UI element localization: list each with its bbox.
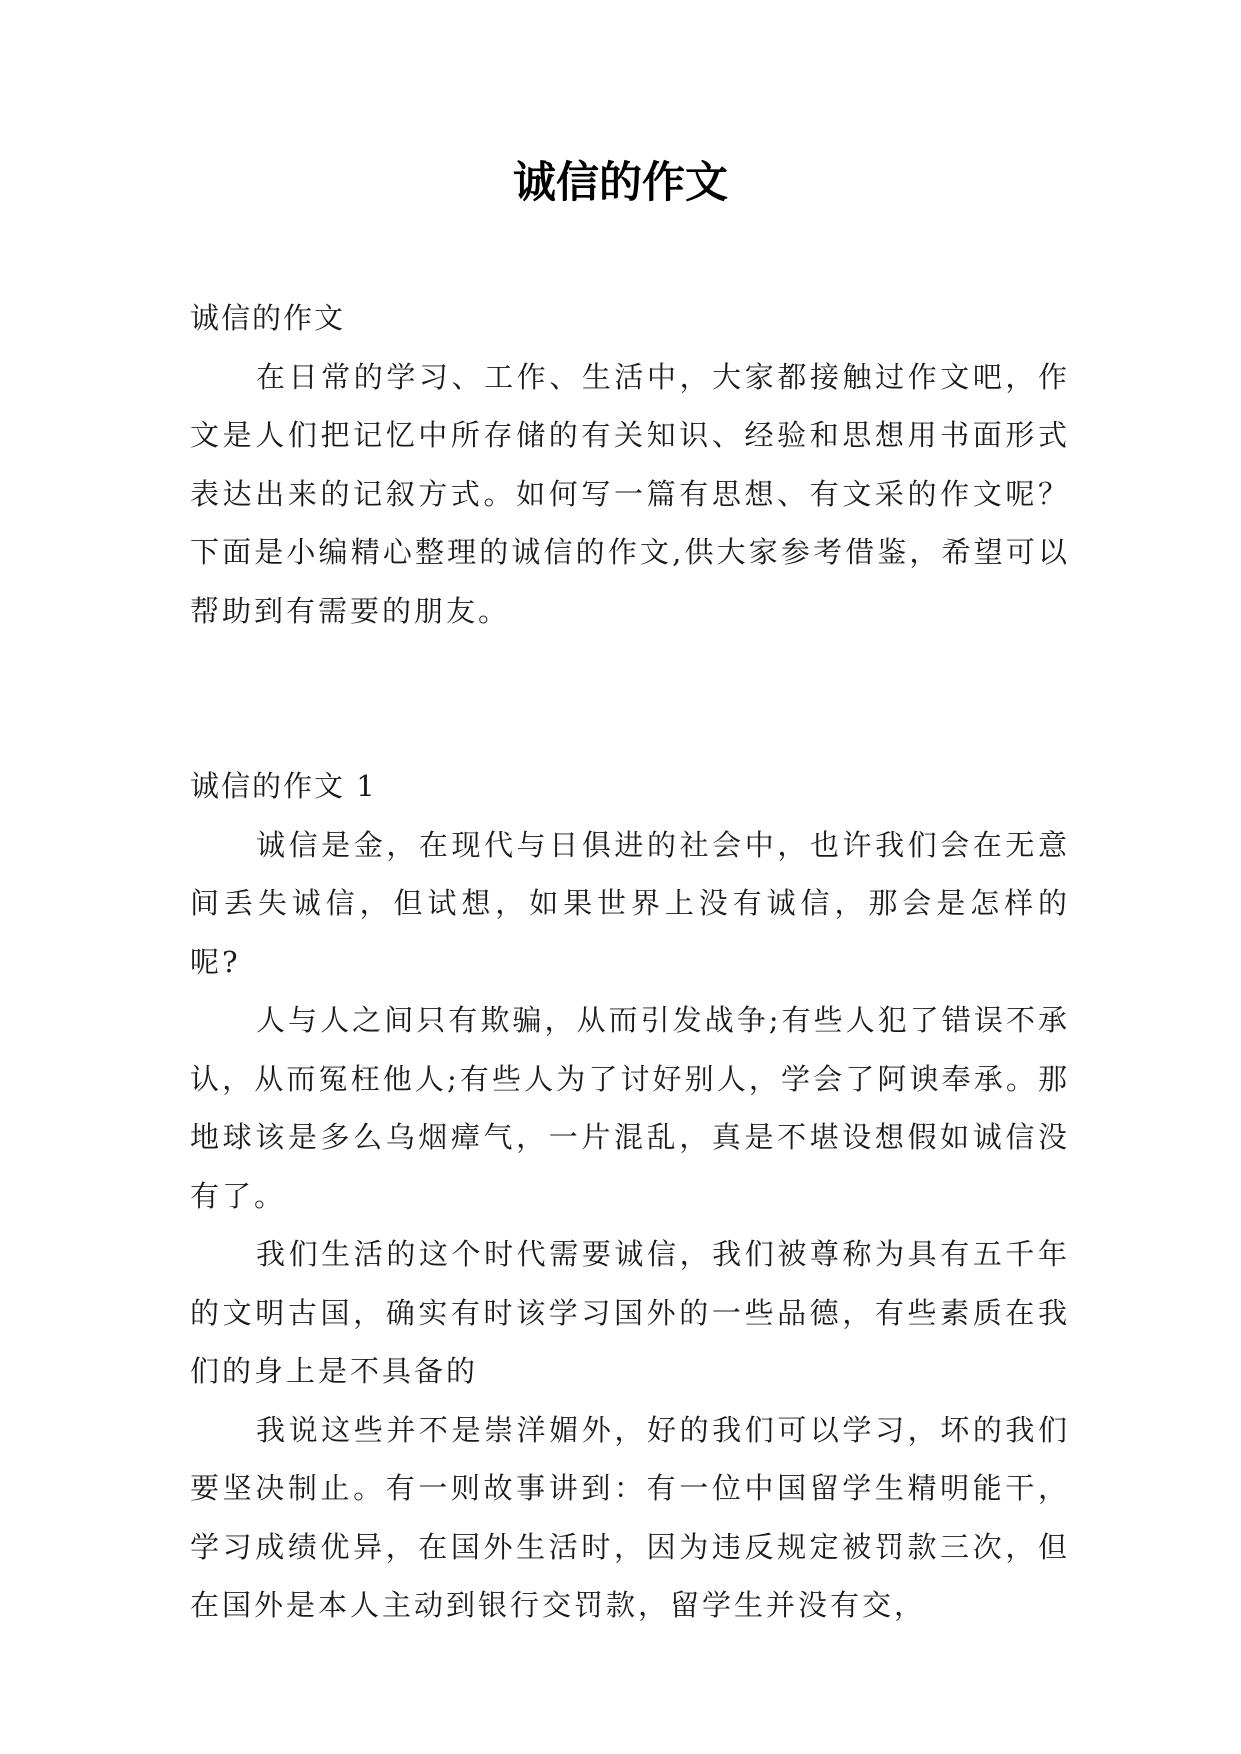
section-heading: 诚信的作文 1 bbox=[190, 769, 377, 803]
paragraph: 我们生活的这个时代需要诚信，我们被尊称为具有五千年的文明古国，确实有时该学习国外的一些品德，有些素质在我们的身上是不具备的 bbox=[190, 1237, 1070, 1388]
paragraph: 诚信是金，在现代与日俱进的社会中，也许我们会在无意间丢失诚信，但试想，如果世界上没有诚信，那会是怎样的呢? bbox=[190, 827, 1070, 979]
intro-paragraph: 在日常的学习、工作、生活中，大家都接触过作文吧，作文是人们把记忆中所存储的有关知识、经验和思想用书面形式表达出来的记叙方式。如何写一篇有思想、有文采的作文呢？下面是小编精心整理的诚信的作文,供大家参考借鉴，希望可以帮助到有需要的朋友。 bbox=[190, 359, 1070, 628]
paragraph: 人与人之间只有欺骗，从而引发战争;有些人犯了错误不承认，从而冤枉他人;有些人为了讨好别人，学会了阿谀奉承。那地球该是多么乌烟瘴气，一片混乱，真是不堪设想假如诚信没有了。 bbox=[190, 1003, 1070, 1213]
document-body bbox=[190, 289, 1070, 1635]
intro-heading: 诚信的作文 bbox=[190, 301, 346, 335]
section-spacer bbox=[190, 640, 1070, 757]
paragraph: 我说这些并不是崇洋媚外，好的我们可以学习，坏的我们要坚决制止。有一则故事讲到：有一位中国留学生精明能干，学习成绩优异，在国外生活时，因为违反规定被罚款三次，但在国外是本人主动到银行交罚款，留学生并没有交， bbox=[190, 1412, 1070, 1622]
document-title: 诚信的作文 bbox=[513, 158, 728, 208]
